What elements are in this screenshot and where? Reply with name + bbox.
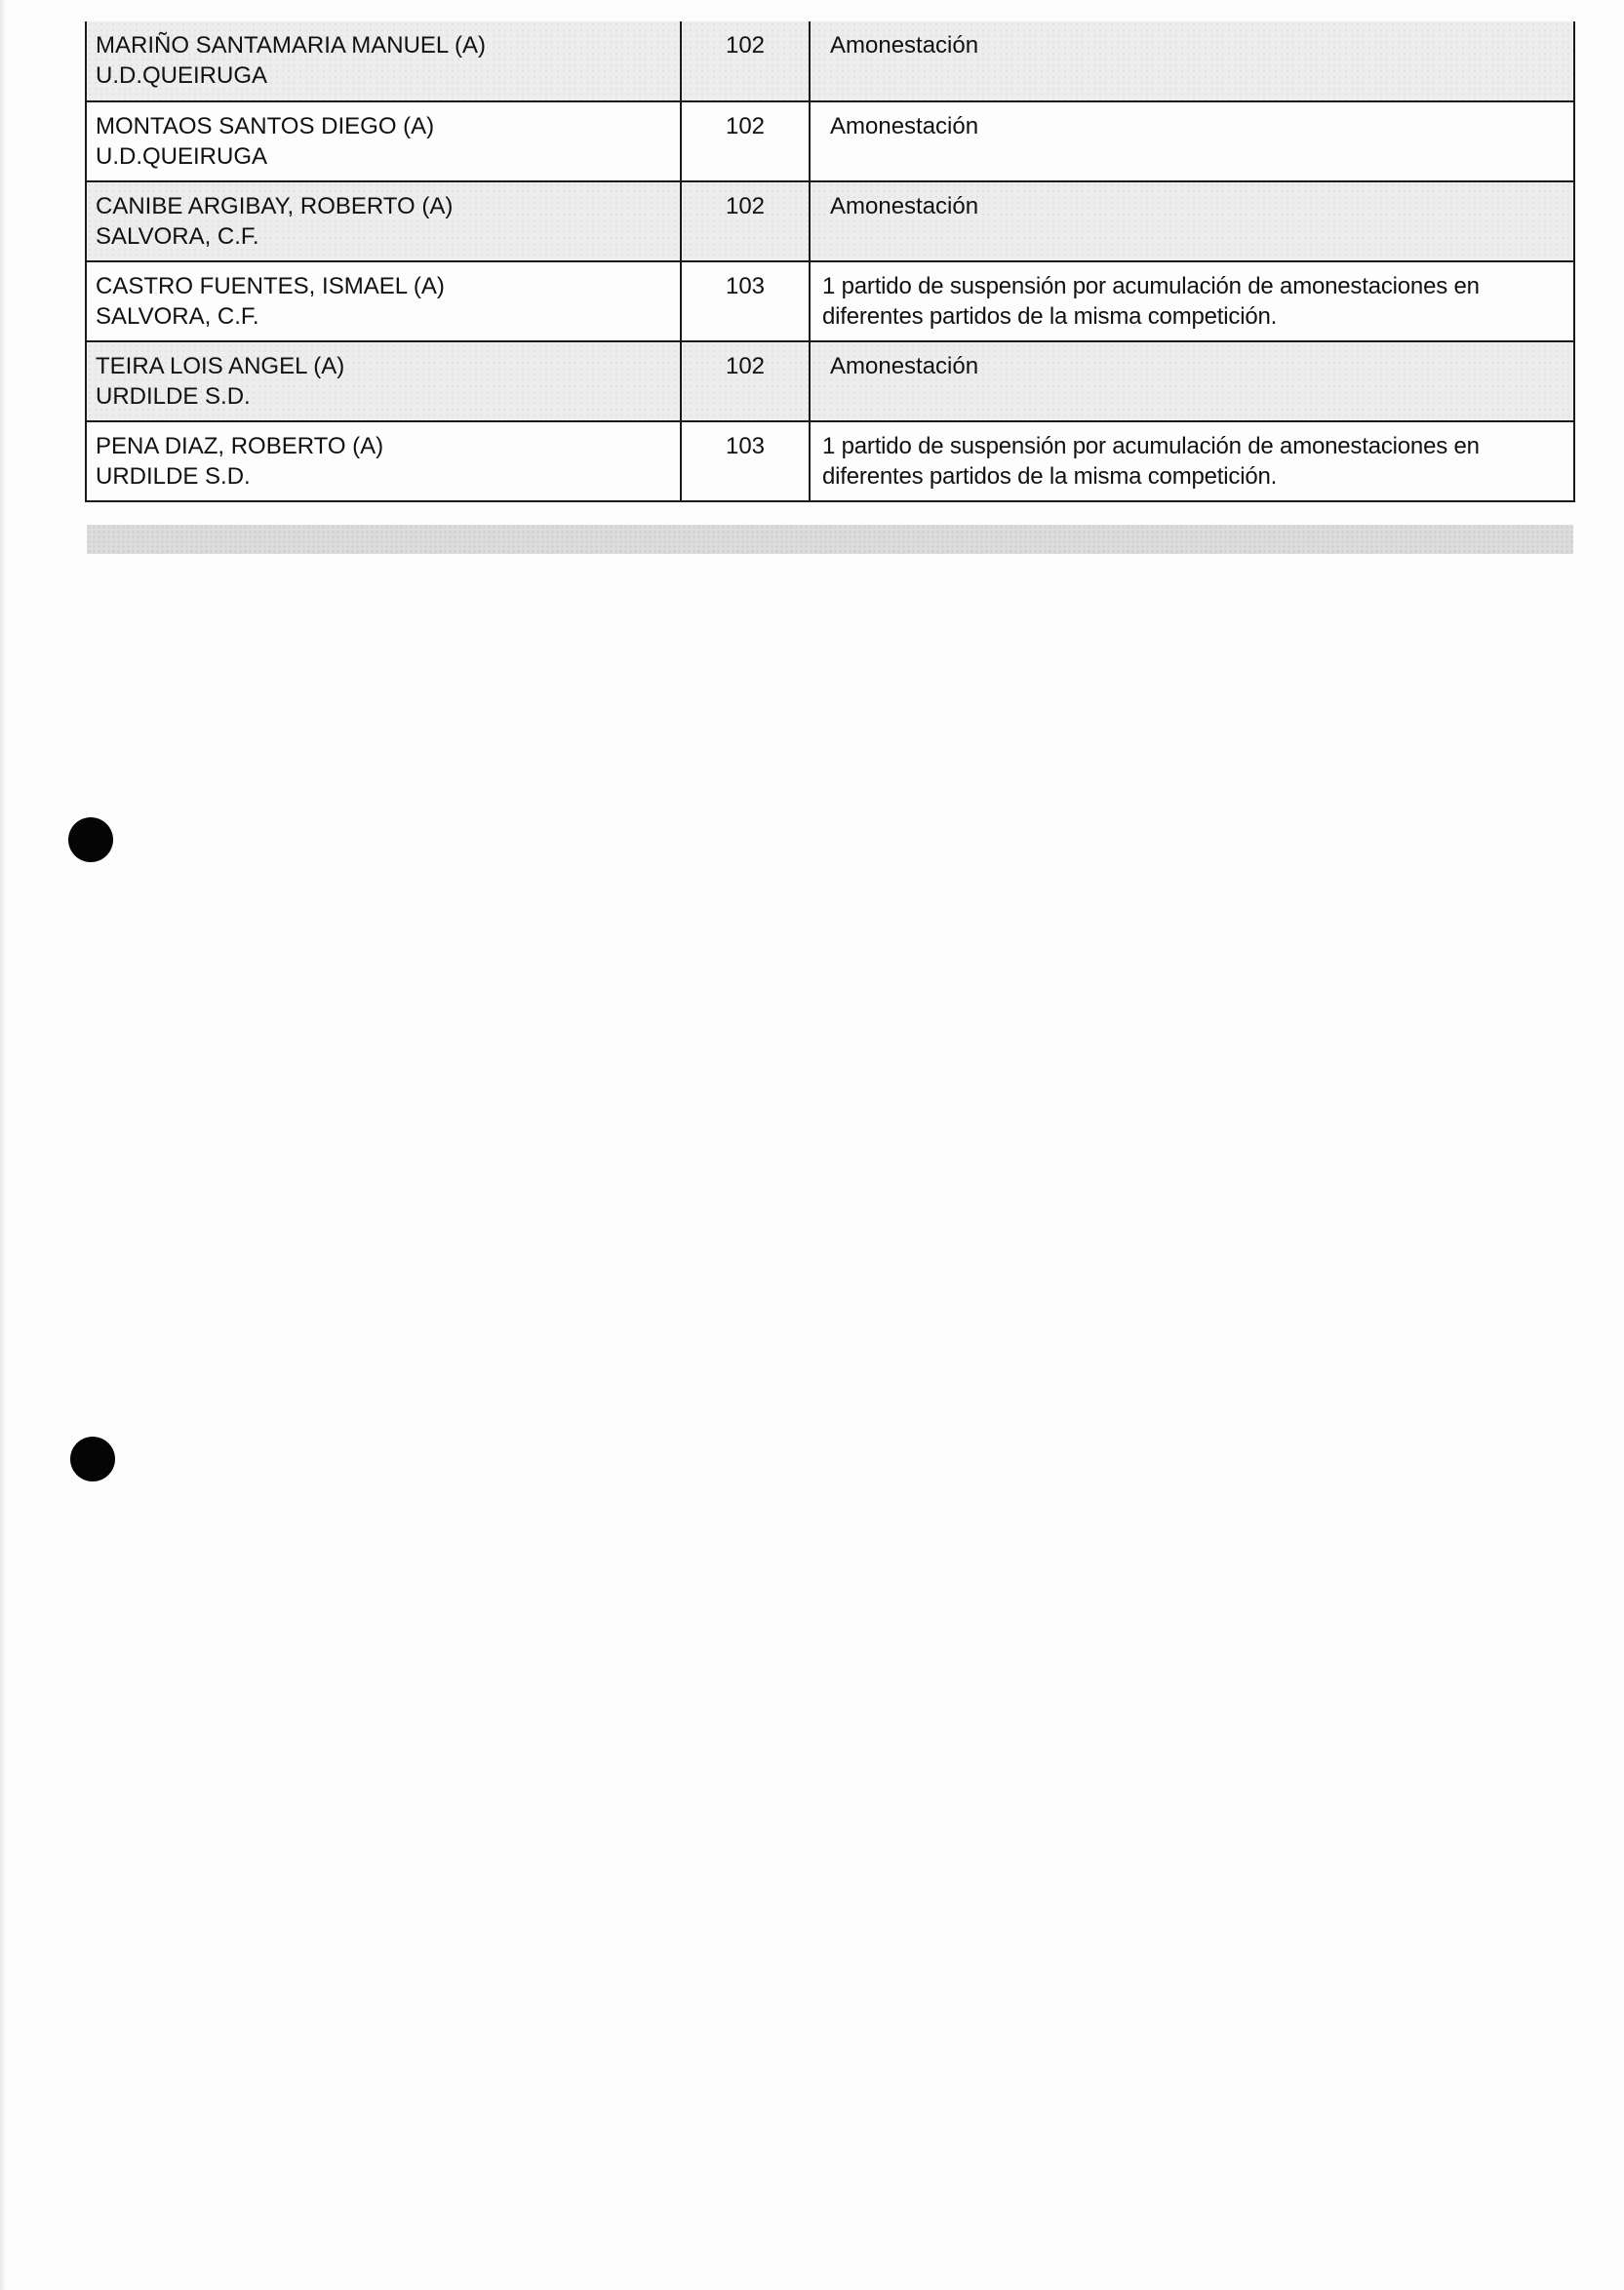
- sanction-text-line: diferentes partidos de la misma competición.: [822, 463, 1278, 490]
- punch-hole-top: [68, 817, 113, 862]
- player-club: SALVORA, C.F.: [96, 303, 259, 330]
- player-name: TEIRA LOIS ANGEL (A): [96, 353, 345, 379]
- shaded-footer-band: [87, 525, 1573, 554]
- punch-hole-bottom: [70, 1437, 115, 1481]
- sanction-code: 103: [681, 261, 810, 341]
- player-club: URDILDE S.D.: [96, 383, 251, 410]
- player-club: U.D.QUEIRUGA: [96, 143, 268, 170]
- player-cell: [86, 21, 681, 101]
- player-cell: [86, 101, 681, 181]
- sanction-text-line: diferentes partidos de la misma competición.: [822, 303, 1278, 330]
- player-name: MONTAOS SANTOS DIEGO (A): [96, 113, 435, 139]
- player-cell: [86, 421, 681, 501]
- table-row: [86, 101, 1574, 181]
- player-name: CANIBE ARGIBAY, ROBERTO (A): [96, 193, 454, 219]
- table-row: [86, 261, 1574, 341]
- player-club: U.D.QUEIRUGA: [96, 62, 268, 89]
- table-row: [86, 341, 1574, 421]
- sanction-text: [810, 421, 1574, 501]
- player-club: SALVORA, C.F.: [96, 223, 259, 250]
- sanction-text: [810, 261, 1574, 341]
- sanction-code: 102: [681, 181, 810, 261]
- sanction-code: 102: [681, 101, 810, 181]
- player-cell: [86, 261, 681, 341]
- table-row: [86, 21, 1574, 101]
- sanction-text-line: 1 partido de suspensión por acumulación de amonestaciones en: [822, 273, 1480, 299]
- scan-edge: [0, 0, 6, 2290]
- player-cell: [86, 341, 681, 421]
- player-name: CASTRO FUENTES, ISMAEL (A): [96, 273, 445, 299]
- player-name: MARIÑO SANTAMARIA MANUEL (A): [96, 32, 487, 59]
- sanction-code: 103: [681, 421, 810, 501]
- sanction-text: Amonestación: [810, 21, 1574, 101]
- table-row: [86, 181, 1574, 261]
- table-row: [86, 421, 1574, 501]
- player-cell: [86, 181, 681, 261]
- sanction-text-line: 1 partido de suspensión por acumulación de amonestaciones en: [822, 433, 1480, 459]
- sanction-text: Amonestación: [810, 341, 1574, 421]
- sanction-text: Amonestación: [810, 101, 1574, 181]
- sanction-code: 102: [681, 341, 810, 421]
- sanctions-table: [85, 21, 1575, 502]
- player-club: URDILDE S.D.: [96, 463, 251, 490]
- sanction-code: 102: [681, 21, 810, 101]
- sanction-text: Amonestación: [810, 181, 1574, 261]
- player-name: PENA DIAZ, ROBERTO (A): [96, 433, 384, 459]
